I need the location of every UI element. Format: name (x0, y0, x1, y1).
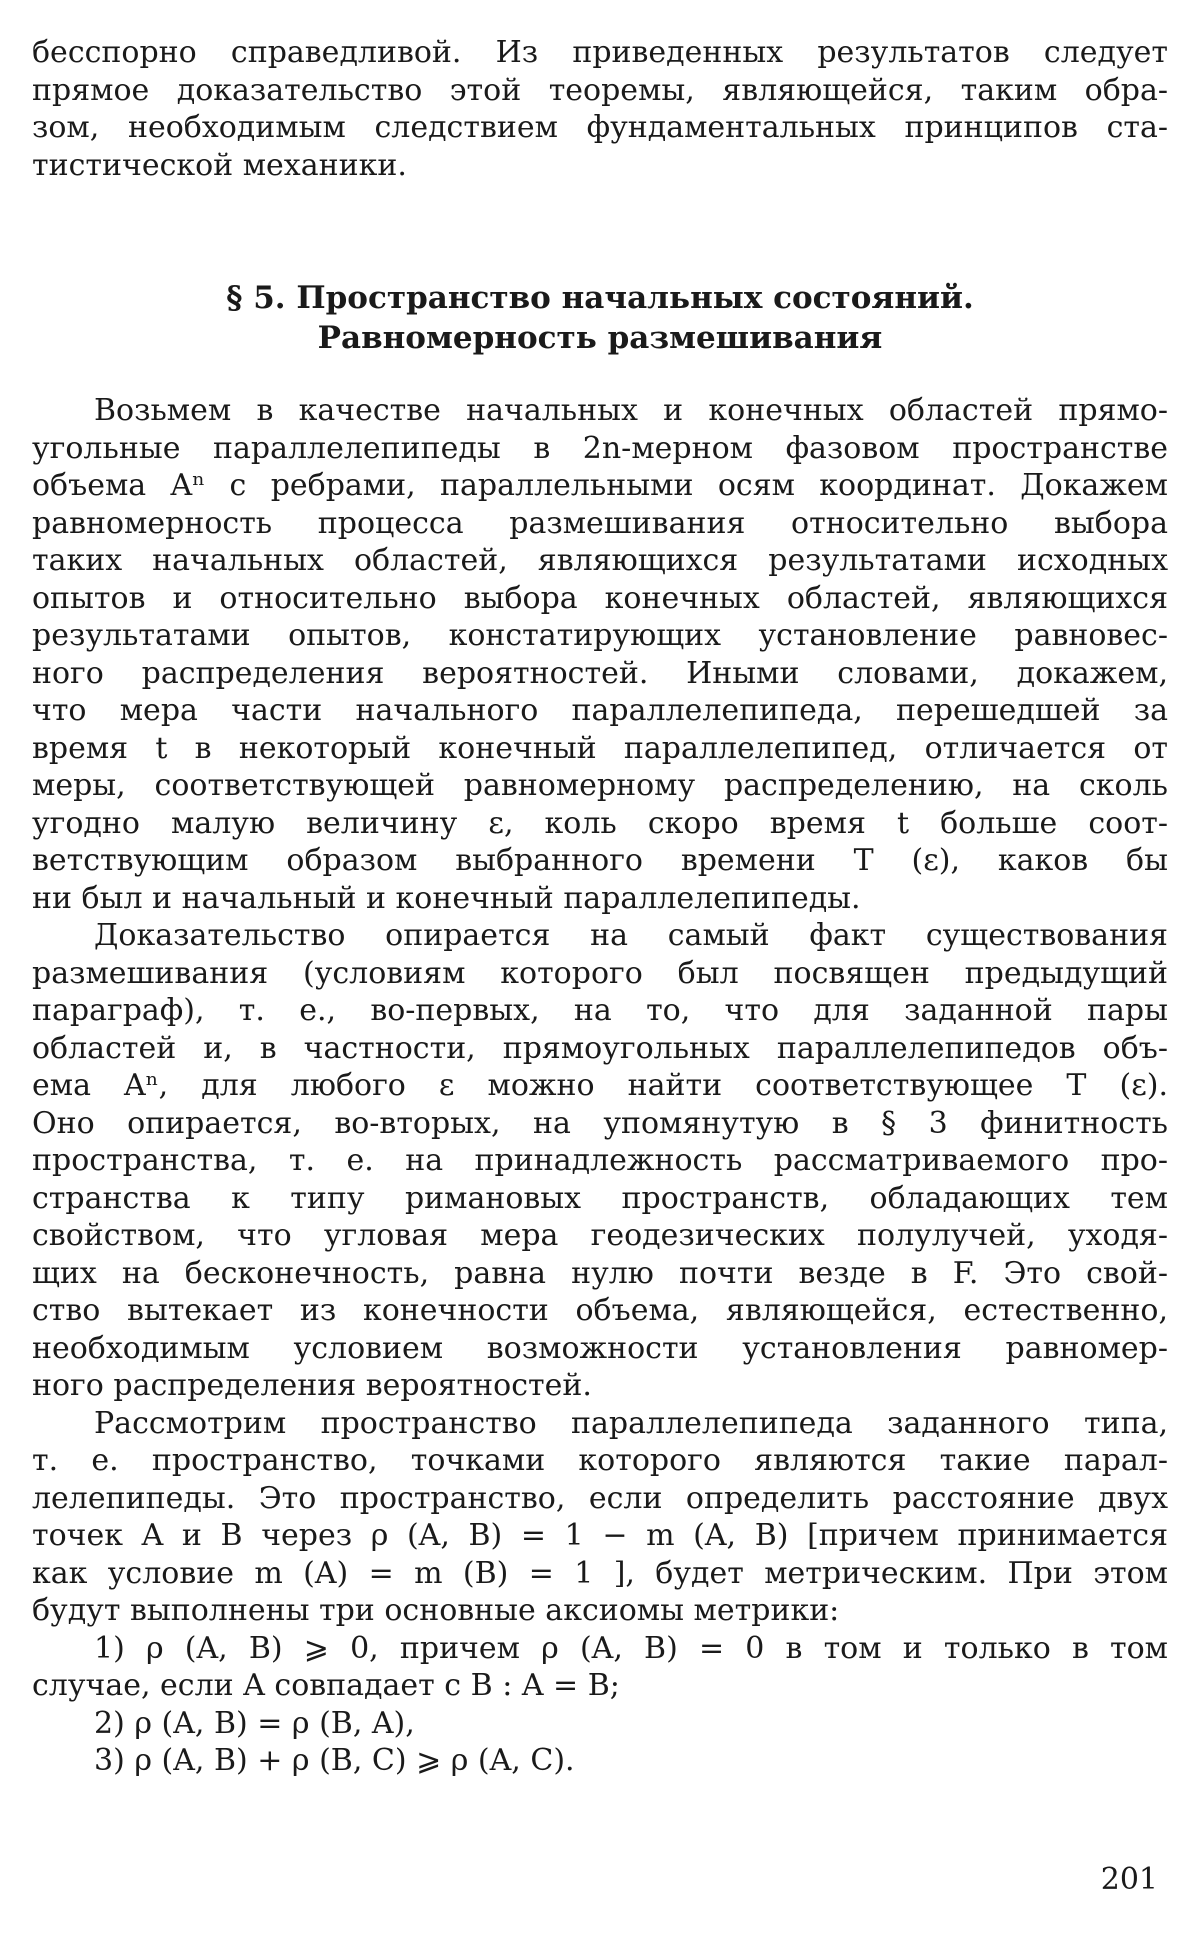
text-line: тистической механики. (32, 147, 407, 183)
text-line: Возьмем в качестве начальных и конечных областей прямо- (94, 393, 1168, 428)
text-line: Рассмотрим пространство параллелепипеда заданного типа, (94, 1405, 1168, 1441)
text-line: т. е. пространство, точками которого являются такие парал- (32, 1443, 1168, 1478)
section-heading (32, 278, 1168, 358)
text-line: объема Aⁿ с ребрами, параллельными осям координат. Докажем (32, 468, 1168, 503)
text-line: ветствующим образом выбранного времени T (ε), каков бы (32, 843, 1168, 878)
intro-paragraph (32, 34, 1168, 184)
text-line: как условие m (A) = m (B) = 1 ], будет метрическим. При этом (32, 1555, 1168, 1591)
text-line: что мера части начального параллелепипеда, перешедшей за (32, 693, 1168, 728)
text-line: лелепипеды. Это пространство, если определить расстояние двух (32, 1480, 1168, 1516)
paragraph-1 (32, 392, 1168, 917)
page-number: 201 (1100, 1862, 1158, 1897)
text-line: необходимым условием возможности установления равномер- (32, 1330, 1168, 1366)
text-line: размешивания (условиям которого был посвящен предыдущий (32, 955, 1168, 991)
text-line: прямое доказательство этой теоремы, являющейся, таким обра- (32, 72, 1168, 108)
text-line: равномерность процесса размешивания относительно выбора (32, 505, 1168, 541)
text-line: опытов и относительно выбора конечных областей, являющихся (32, 580, 1168, 616)
text-line: пространства, т. е. на принадлежность рассматриваемого про- (32, 1143, 1168, 1178)
axiom-2: 2) ρ (A, B) = ρ (B, A), (94, 1705, 415, 1741)
text-line: Доказательство опирается на самый факт существования (94, 918, 1168, 953)
paragraph-3 (32, 1405, 1168, 1630)
text-line: свойством, что угловая мера геодезических полулучей, уходя- (32, 1218, 1168, 1253)
axiom-1-line: 1) ρ (A, B) ⩾ 0, причем ρ (A, B) = 0 в том и только в том (94, 1630, 1168, 1666)
text-line: результатами опытов, констатирующих установление равновес- (32, 618, 1168, 653)
text-line: Оно опирается, во-вторых, на упомянутую в § 3 финитность (32, 1105, 1168, 1141)
text-line: странства к типу римановых пространств, обладающих тем (32, 1180, 1168, 1216)
text-line: щих на бесконечность, равна нулю почти везде в F. Это свой- (32, 1255, 1168, 1291)
text-line: точек A и B через ρ (A, B) = 1 − m (A, B) [причем принимается (32, 1518, 1168, 1553)
text-line: бесспорно справедливой. Из приведенных результатов следует (32, 35, 1168, 70)
text-line: ного распределения вероятностей. Иными словами, докажем, (32, 655, 1168, 691)
text-line: время t в некоторый конечный параллелепипед, отличается от (32, 730, 1168, 766)
paragraph-2 (32, 917, 1168, 1405)
text-line: областей и, в частности, прямоугольных параллелепипедов объ- (32, 1030, 1168, 1066)
text-line: параграф), т. е., во-первых, на то, что для заданной пары (32, 993, 1168, 1028)
axiom-1-line: случае, если A совпадает с B : A = B; (32, 1668, 620, 1703)
axiom-3: 3) ρ (A, B) + ρ (B, C) ⩾ ρ (A, C). (94, 1743, 575, 1778)
text-line: зом, необходимым следствием фундаментальных принципов ста- (32, 110, 1168, 145)
text-line: угольные параллелепипеды в 2n-мерном фазовом пространстве (32, 430, 1168, 466)
text-line: ство вытекает из конечности объема, являющейся, естественно, (32, 1293, 1168, 1328)
text-line: ни был и начальный и конечный параллелепипеды. (32, 880, 861, 916)
axiom-list (32, 1630, 1168, 1780)
text-line: ного распределения вероятностей. (32, 1368, 592, 1403)
section-heading-line2: Равномерность размешивания (317, 320, 883, 356)
text-line: меры, соответствующей равномерному распределению, на сколь (32, 768, 1168, 803)
text-line: будут выполнены три основные аксиомы метрики: (32, 1593, 840, 1628)
section-heading-line1: § 5. Пространство начальных состояний. (226, 280, 974, 316)
text-line: таких начальных областей, являющихся результатами исходных (32, 543, 1168, 578)
page-content (32, 34, 1168, 1780)
text-line: ема Aⁿ, для любого ε можно найти соответствующее T (ε). (32, 1068, 1168, 1103)
text-line: угодно малую величину ε, коль скоро время t больше соот- (32, 805, 1168, 841)
